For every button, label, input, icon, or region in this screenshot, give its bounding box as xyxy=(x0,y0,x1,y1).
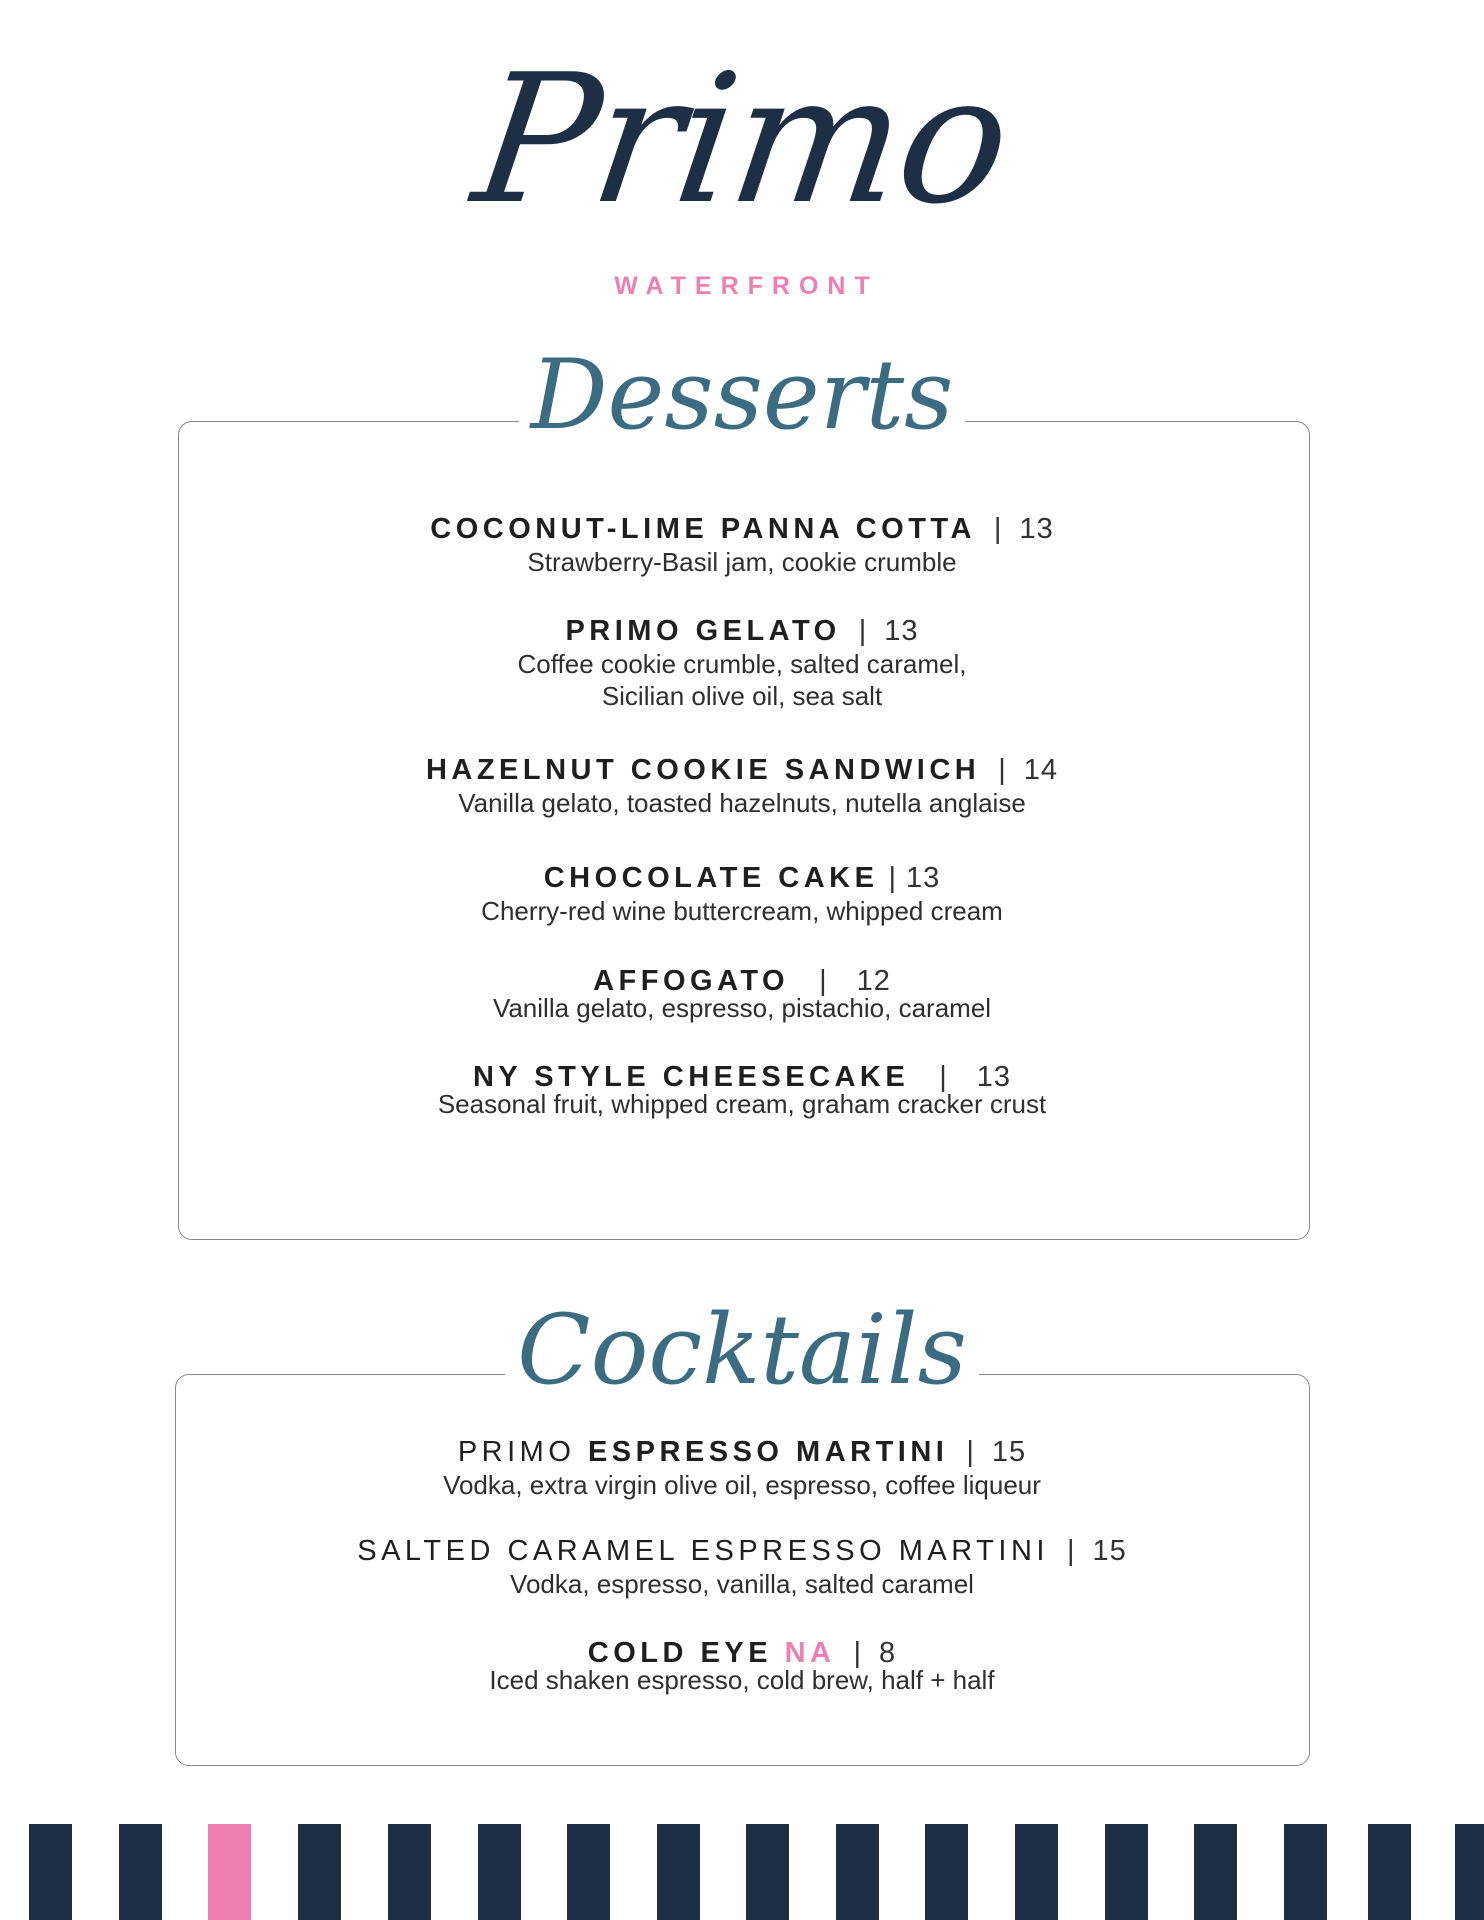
stripe xyxy=(1194,1824,1237,1920)
menu-item xyxy=(0,1534,1484,1600)
stripe xyxy=(119,1824,162,1920)
item-name: AFFOGATO xyxy=(593,965,790,997)
na-badge: NA xyxy=(784,1637,836,1669)
item-name: ESPRESSO MARTINI xyxy=(587,1436,949,1468)
item-description: Vanilla gelato, toasted hazelnuts, nutella anglaise xyxy=(458,788,1026,818)
item-description: Vodka, espresso, vanilla, salted caramel xyxy=(510,1569,974,1599)
stripe xyxy=(746,1824,789,1920)
stripe xyxy=(1284,1824,1327,1920)
menu-item xyxy=(0,1060,1484,1120)
item-price: 13 xyxy=(976,1061,1012,1093)
item-description: Coffee cookie crumble, salted caramel, xyxy=(517,649,967,679)
item-description: Cherry-red wine buttercream, whipped cream xyxy=(481,896,1003,926)
price-separator: | xyxy=(939,1061,947,1093)
stripe xyxy=(1368,1824,1411,1920)
stripe xyxy=(1015,1824,1058,1920)
stripe xyxy=(567,1824,610,1920)
menu-item xyxy=(0,1636,1484,1696)
menu-item xyxy=(0,512,1484,578)
item-price: 15 xyxy=(1092,1535,1127,1567)
stripe xyxy=(836,1824,879,1920)
price-separator: | xyxy=(888,862,896,894)
item-price: 13 xyxy=(884,615,919,647)
item-name: SALTED CARAMEL ESPRESSO MARTINI xyxy=(357,1535,1049,1567)
item-price: 12 xyxy=(856,965,891,997)
stripe xyxy=(1455,1824,1484,1920)
item-name: CHOCOLATE CAKE xyxy=(543,862,879,894)
stripe-pink xyxy=(208,1824,251,1920)
item-name: COCONUT-LIME PANNA COTTA xyxy=(430,513,976,545)
item-price: 15 xyxy=(991,1436,1027,1468)
item-name: NY STYLE CHEESECAKE xyxy=(472,1061,910,1093)
item-name: COLD EYE xyxy=(587,1637,773,1669)
item-price: 8 xyxy=(879,1637,897,1669)
price-separator: | xyxy=(993,513,1002,545)
desserts-title: Desserts xyxy=(0,340,1484,450)
stripe xyxy=(298,1824,341,1920)
price-separator: | xyxy=(1066,1535,1075,1567)
price-separator: | xyxy=(998,754,1006,786)
stripe xyxy=(478,1824,521,1920)
cocktails-title: Cocktails xyxy=(0,1295,1484,1405)
item-description: Vanilla gelato, espresso, pistachio, caramel xyxy=(492,993,992,1023)
item-description: Vodka, extra virgin olive oil, espresso, coffee liqueur xyxy=(443,1470,1041,1500)
menu-item xyxy=(0,964,1484,1024)
price-separator: | xyxy=(853,1637,862,1669)
item-description: Seasonal fruit, whipped cream, graham cracker crust xyxy=(437,1089,1047,1119)
item-price: 14 xyxy=(1023,754,1059,786)
item-name: HAZELNUT COOKIE SANDWICH xyxy=(425,754,981,786)
stripe xyxy=(657,1824,700,1920)
item-name-prefix: PRIMO xyxy=(457,1436,576,1468)
menu-item xyxy=(0,614,1484,712)
brand-logo: Primo xyxy=(463,36,1021,243)
item-price: 13 xyxy=(1019,513,1054,545)
price-separator: | xyxy=(819,965,827,997)
item-name: PRIMO GELATO xyxy=(565,615,841,647)
item-price: 13 xyxy=(906,862,941,894)
stripe xyxy=(925,1824,968,1920)
stripe xyxy=(388,1824,431,1920)
item-description: Sicilian olive oil, sea salt xyxy=(601,681,883,711)
menu-item xyxy=(0,1435,1484,1501)
item-description: Strawberry-Basil jam, cookie crumble xyxy=(527,547,957,577)
item-description: Iced shaken espresso, cold brew, half + half xyxy=(489,1665,995,1695)
stripe xyxy=(1105,1824,1148,1920)
stripe xyxy=(29,1824,72,1920)
decorative-stripes xyxy=(0,1824,1484,1920)
menu-item xyxy=(0,861,1484,927)
price-separator: | xyxy=(858,615,867,647)
price-separator: | xyxy=(966,1436,974,1468)
menu-item xyxy=(0,753,1484,819)
brand-subtitle: WATERFRONT xyxy=(614,272,879,300)
